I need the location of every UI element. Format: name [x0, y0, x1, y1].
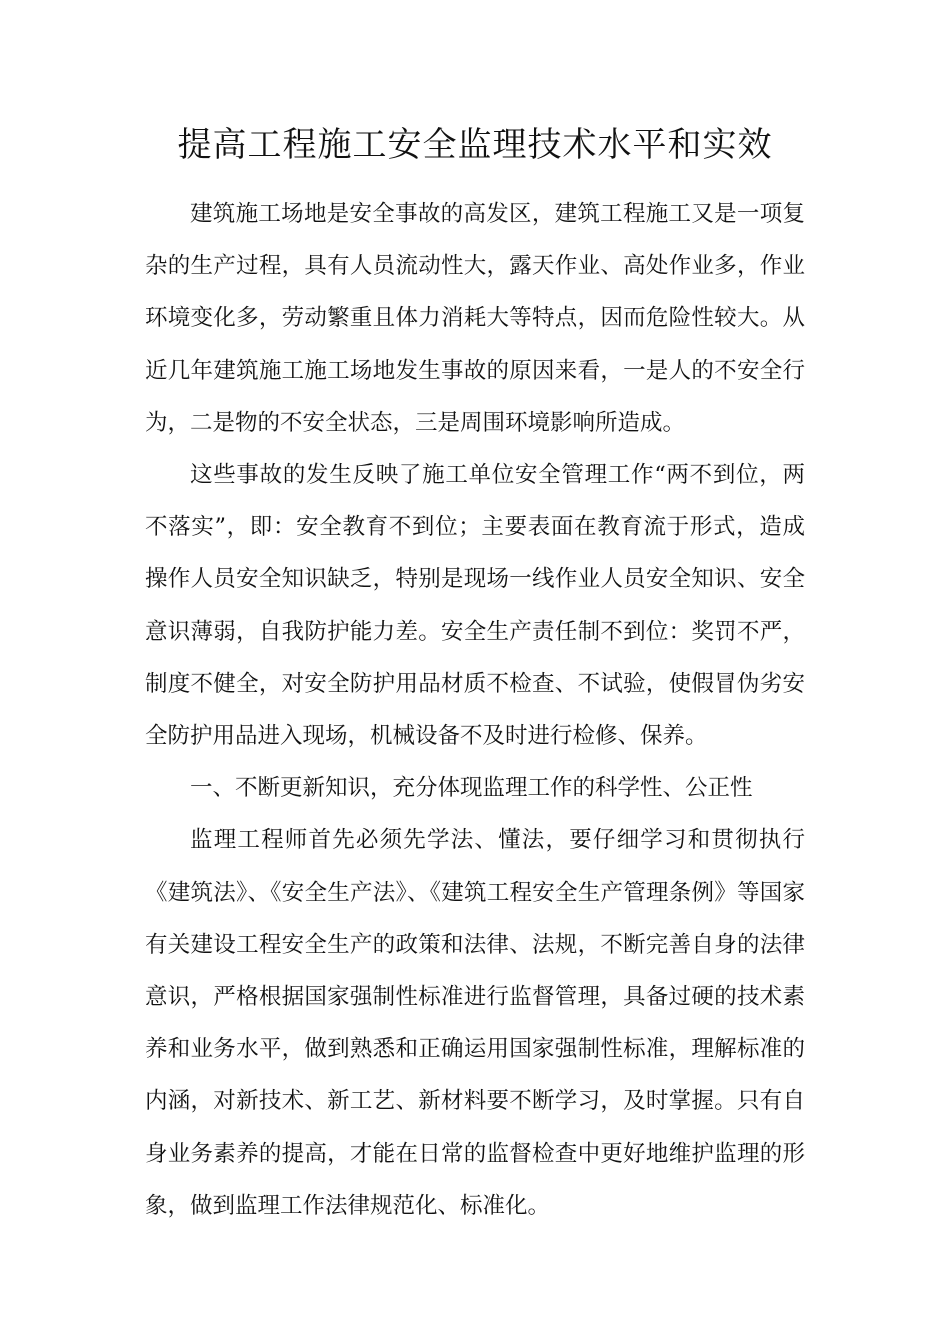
document-title: 提高工程施工安全监理技术水平和实效 — [177, 125, 773, 165]
paragraph-accident-causes: 这些事故的发生反映了施工单位安全管理工作“两不到位，两不落实”，即：安全教育不到位；主要表面在教育流于形式，造成操作人员安全知识缺乏，特别是现场一线作业人员安全知识、安全意识薄弱，自我防护能力差。安全生产责任制不到位：奖罚不严，制度不健全，对安全防护用品材质不检查、不试验，使假冒伪劣安全防护用品进入现场，机械设备不及时进行检修、保养。 — [145, 462, 805, 750]
section-heading-1: 一、不断更新知识，充分体现监理工作的科学性、公正性 — [190, 775, 753, 802]
paragraph-intro: 建筑施工场地是安全事故的高发区，建筑工程施工又是一项复杂的生产过程，具有人员流动性大，露天作业、高处作业多，作业环境变化多，劳动繁重且体力消耗大等特点，因而危险性较大。从近几年建筑施工施工场地发生事故的原因来看，一是人的不安全行为，二是物的不安全状态，三是周围环境影响所造成。 — [145, 201, 805, 436]
document-body — [145, 188, 805, 1232]
paragraph-engineer-requirements: 监理工程师首先必须先学法、懂法，要仔细学习和贯彻执行《建筑法》、《安全生产法》、《建筑工程安全生产管理条例》等国家有关建设工程安全生产的政策和法律、法规，不断完善自身的法律意识，严格根据国家强制性标准进行监督管理，具备过硬的技术素养和业务水平，做到熟悉和正确运用国家强制性标准，理解标准的内涵，对新技术、新工艺、新材料要不断学习，及时掌握。只有自身业务素养的提高，才能在日常的监督检查中更好地维护监理的形象，做到监理工作法律规范化、标准化。 — [145, 827, 805, 1219]
